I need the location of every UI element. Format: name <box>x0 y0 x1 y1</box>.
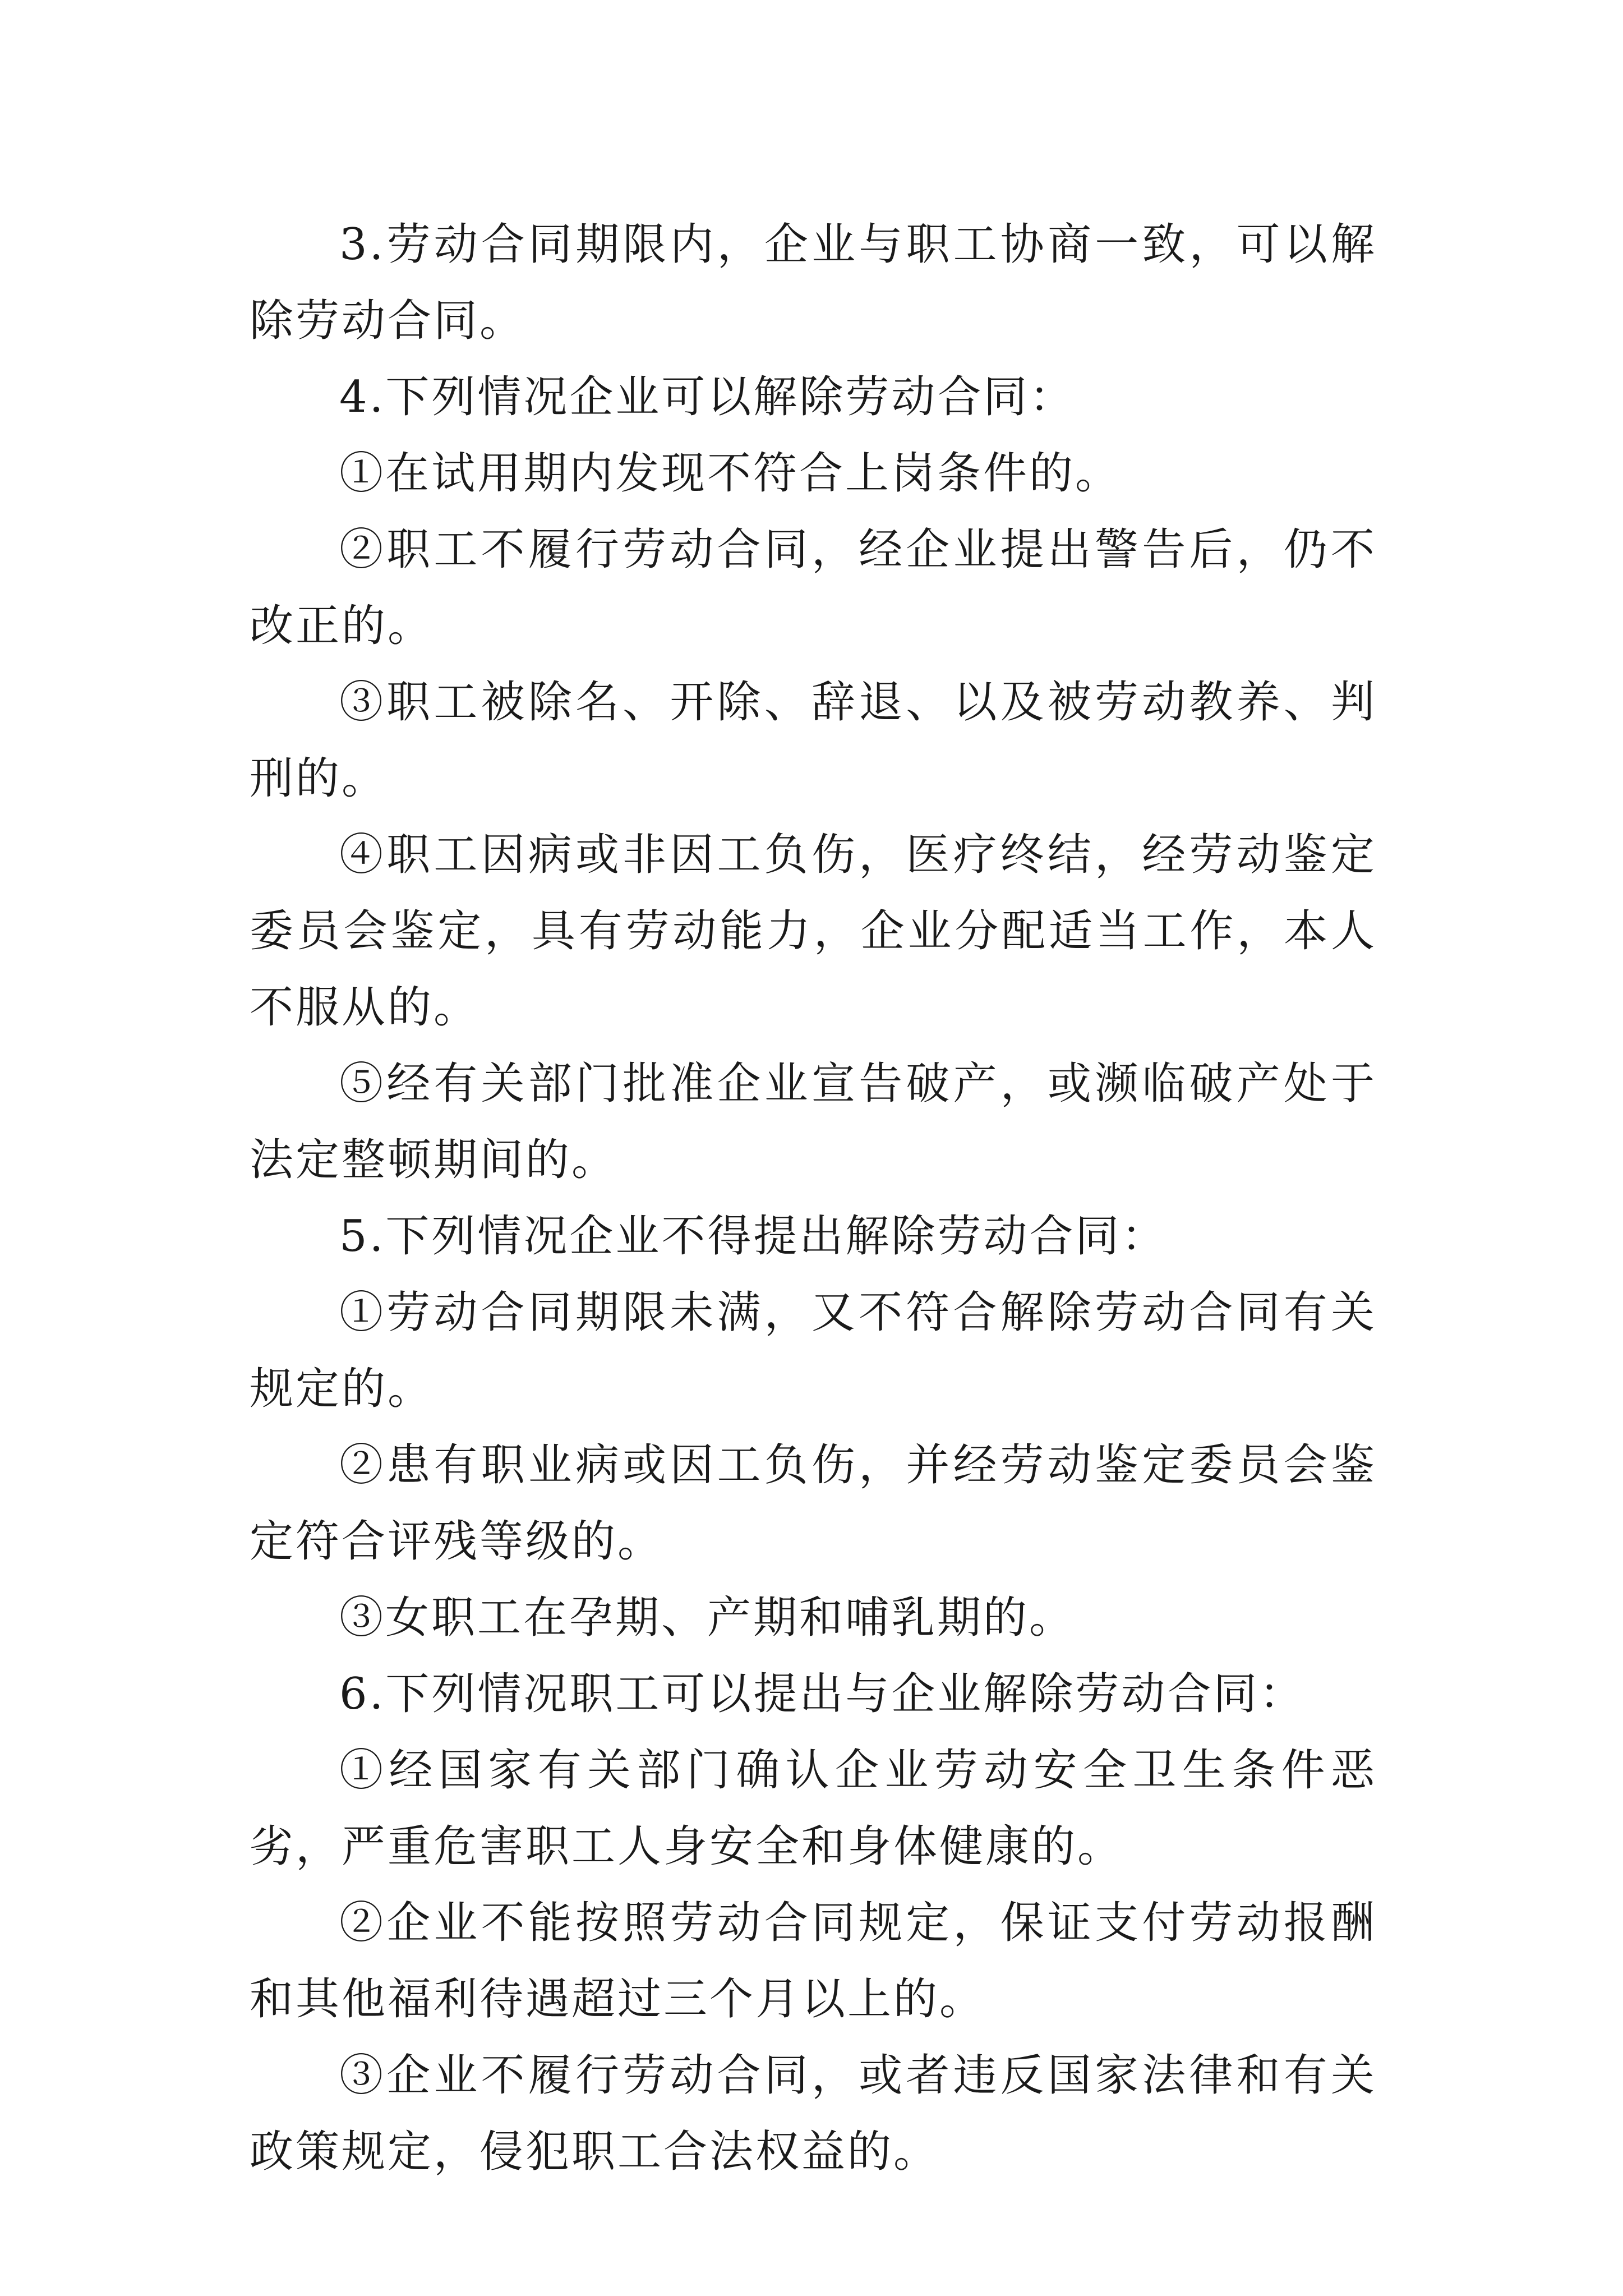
paragraph: ⑤经有关部门批准企业宣告破产，或濒临破产处于法定整顿期间的。 <box>250 1059 1377 1185</box>
paragraph: ①劳动合同期限未满，又不符合解除劳动合同有关规定的。 <box>250 1287 1377 1414</box>
paragraph: 3.劳动合同期限内，企业与职工协商一致，可以解除劳动合同。 <box>250 219 1377 346</box>
paragraph: 4.下列情况企业可以解除劳动合同： <box>339 372 1076 422</box>
document-body <box>250 206 1377 2190</box>
paragraph: ③企业不履行劳动合同，或者违反国家法律和有关政策规定，侵犯职工合法权益的。 <box>250 2050 1377 2177</box>
paragraph: ②企业不能按照劳动合同规定，保证支付劳动报酬和其他福利待遇超过三个月以上的。 <box>250 1898 1377 2024</box>
paragraph: ②职工不履行劳动合同，经企业提出警告后，仍不改正的。 <box>250 524 1377 651</box>
paragraph: 6.下列情况职工可以提出与企业解除劳动合同： <box>339 1669 1306 1719</box>
paragraph: ④职工因病或非因工负伤，医疗终结，经劳动鉴定委员会鉴定，具有劳动能力，企业分配适当工作，本人不服从的。 <box>250 830 1377 1033</box>
paragraph: ③女职工在孕期、产期和哺乳期的。 <box>339 1593 1076 1643</box>
paragraph: ③职工被除名、开除、辞退、以及被劳动教养、判刑的。 <box>250 677 1377 804</box>
paragraph: 5.下列情况企业不得提出解除劳动合同： <box>339 1211 1168 1262</box>
paragraph: ②患有职业病或因工负伤，并经劳动鉴定委员会鉴定符合评残等级的。 <box>250 1440 1377 1567</box>
paragraph: ①经国家有关部门确认企业劳动安全卫生条件恶劣，严重危害职工人身安全和身体健康的。 <box>250 1745 1377 1872</box>
paragraph: ①在试用期内发现不符合上岗条件的。 <box>339 448 1122 499</box>
